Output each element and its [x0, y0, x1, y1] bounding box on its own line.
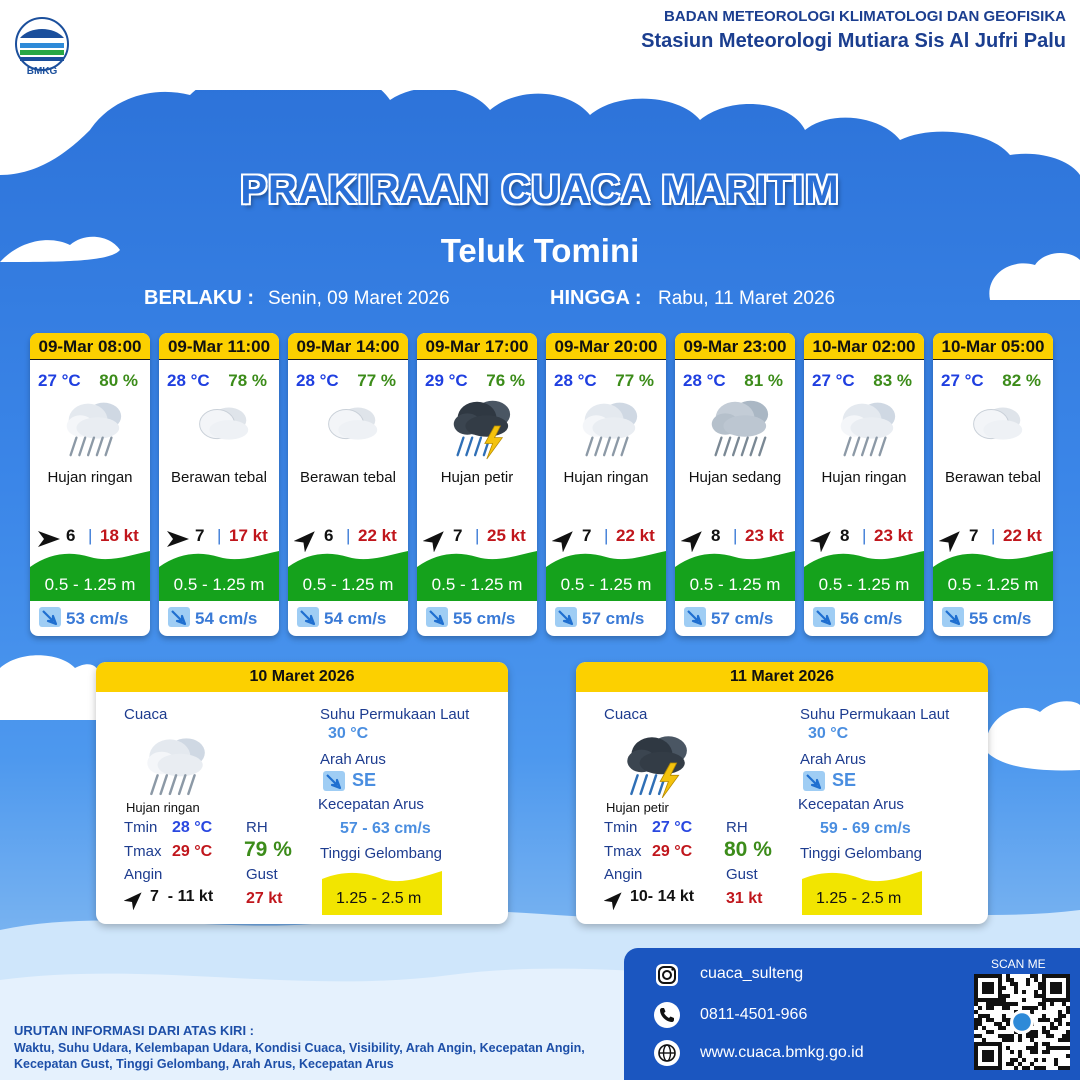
gust-value: 31 kt	[726, 890, 763, 907]
card-condition: Hujan ringan	[563, 469, 649, 486]
card-weather-icon-wrap	[310, 391, 390, 461]
card-wave-height: 0.5 - 1.25 m	[689, 575, 781, 594]
instagram-icon	[654, 962, 680, 988]
card-separator: |	[991, 526, 996, 545]
card-gust: 22 kt	[616, 526, 655, 545]
card-temperature: 29 °C	[425, 371, 468, 390]
overcast-icon	[310, 391, 390, 461]
current-direction-label: Arah Arus	[800, 751, 866, 768]
weather-label: Cuaca	[604, 706, 648, 723]
card-current-speed: 54 cm/s	[195, 609, 258, 628]
card-time: 09-Mar 11:00	[159, 333, 279, 360]
card-humidity: 82 %	[1002, 371, 1041, 390]
forecast-card	[675, 333, 795, 636]
card-weather-icon-wrap	[697, 391, 777, 461]
page-title: PRAKIRAAN CUACA MARITIM	[240, 168, 840, 212]
card-wind-speed: 8	[711, 526, 721, 545]
card-current-speed: 57 cm/s	[582, 609, 645, 628]
card-condition: Hujan petir	[440, 469, 514, 486]
current-speed-label: Kecepatan Arus	[318, 796, 424, 813]
card-current-speed: 57 cm/s	[711, 609, 774, 628]
current-arrow-se-icon	[167, 606, 191, 628]
panel-condition: Hujan petir	[606, 800, 669, 815]
phone-icon	[654, 1002, 680, 1028]
card-current-speed: 54 cm/s	[324, 609, 387, 628]
card-wave-height: 0.5 - 1.25 m	[173, 575, 265, 594]
panel-weather-icon-wrap	[612, 726, 696, 805]
card-separator: |	[862, 526, 867, 545]
card-wind-speed: 7	[195, 526, 205, 545]
current-speed-value: 59 - 69 cm/s	[820, 820, 911, 837]
card-wave-height: 0.5 - 1.25 m	[560, 575, 652, 594]
current-arrow-se-icon	[802, 770, 826, 792]
area-title: Teluk Tomini	[440, 232, 640, 269]
card-gust: 23 kt	[874, 526, 913, 545]
rh-label: RH	[246, 819, 268, 836]
light-rain-icon	[826, 391, 906, 461]
card-current-direction	[683, 606, 707, 628]
card-current-speed: 55 cm/s	[969, 609, 1032, 628]
card-weather-icon-wrap	[955, 391, 1035, 461]
globe-icon	[654, 1040, 680, 1066]
wave-label: Tinggi Gelombang	[800, 845, 923, 862]
card-humidity: 78 %	[228, 371, 267, 390]
card-wind-direction	[810, 526, 836, 552]
instagram-handle[interactable]: cuaca_sulteng	[700, 965, 804, 982]
card-humidity: 81 %	[744, 371, 783, 390]
phone-number[interactable]: 0811-4501-966	[700, 1006, 808, 1023]
gust-label: Gust	[726, 866, 758, 883]
card-wind-speed: 7	[969, 526, 979, 545]
card-weather-icon-wrap	[568, 391, 648, 461]
card-humidity: 77 %	[357, 371, 396, 390]
current-arrow-se-icon	[322, 770, 346, 792]
card-wave-height: 0.5 - 1.25 m	[302, 575, 394, 594]
card-weather-icon-wrap	[439, 391, 519, 461]
wind-arrow-east-icon	[165, 526, 191, 552]
card-wind-direction	[165, 526, 191, 552]
qr-code-icon[interactable]	[974, 974, 1070, 1070]
wave-value: 1.25 - 2.5 m	[816, 890, 902, 907]
card-temperature: 27 °C	[38, 371, 81, 390]
card-wave-height: 0.5 - 1.25 m	[947, 575, 1039, 594]
card-weather-icon-wrap	[181, 391, 261, 461]
tmin-value: 27 °C	[652, 819, 693, 836]
card-gust: 23 kt	[745, 526, 784, 545]
card-condition: Berawan tebal	[171, 469, 267, 486]
forecast-card	[546, 333, 666, 636]
website-link[interactable]: www.cuaca.bmkg.go.id	[700, 1044, 864, 1061]
card-wind-speed: 8	[840, 526, 850, 545]
light-rain-icon	[52, 391, 132, 461]
wave-label: Tinggi Gelombang	[320, 845, 443, 862]
panel-current-direction	[322, 770, 346, 797]
wind-value: 10- 14 kt	[630, 888, 695, 905]
wind-arrow-east-icon	[36, 526, 62, 552]
current-direction-label: Arah Arus	[320, 751, 386, 768]
card-condition: Hujan ringan	[47, 469, 133, 486]
current-arrow-se-icon	[683, 606, 707, 628]
current-arrow-se-icon	[812, 606, 836, 628]
card-gust: 17 kt	[229, 526, 268, 545]
wind-arrow-ne-icon	[939, 526, 965, 552]
card-current-direction	[38, 606, 62, 628]
sst-label: Suhu Permukaan Laut	[800, 706, 950, 723]
card-current-direction	[296, 606, 320, 628]
tmax-value: 29 °C	[172, 843, 213, 860]
card-separator: |	[475, 526, 480, 545]
moderate-rain-icon	[697, 391, 777, 461]
card-time: 09-Mar 08:00	[30, 333, 150, 360]
panel-wind-direction	[604, 888, 626, 915]
card-wind-speed: 7	[582, 526, 592, 545]
panel-date: 10 Maret 2026	[96, 662, 508, 692]
rh-label: RH	[726, 819, 748, 836]
forecast-card	[288, 333, 408, 636]
wind-label: Angin	[604, 866, 643, 883]
wind-label: Angin	[124, 866, 163, 883]
wave-value: 1.25 - 2.5 m	[336, 890, 422, 907]
gust-value: 27 kt	[246, 890, 283, 907]
card-gust: 18 kt	[100, 526, 139, 545]
card-time: 10-Mar 05:00	[933, 333, 1053, 360]
card-wind-speed: 7	[453, 526, 463, 545]
card-current-direction	[941, 606, 965, 628]
card-current-direction	[812, 606, 836, 628]
thunderstorm-icon	[439, 391, 519, 461]
light-rain-icon	[568, 391, 648, 461]
card-current-direction	[554, 606, 578, 628]
tmax-label: Tmax	[124, 843, 162, 860]
valid-from-value: Senin, 09 Maret 2026	[268, 288, 450, 309]
card-temperature: 28 °C	[683, 371, 726, 390]
daily-panel	[576, 662, 988, 924]
card-wind-direction	[681, 526, 707, 552]
forecast-card	[417, 333, 537, 636]
valid-to-label: HINGGA :	[550, 287, 642, 309]
card-separator: |	[346, 526, 351, 545]
current-arrow-se-icon	[425, 606, 449, 628]
wind-arrow-ne-icon	[810, 526, 836, 552]
forecast-card	[30, 333, 150, 636]
card-humidity: 83 %	[873, 371, 912, 390]
agency-name: BADAN METEOROLOGI KLIMATOLOGI DAN GEOFISIKA	[664, 8, 1066, 25]
card-condition: Hujan sedang	[688, 469, 782, 486]
tmax-value: 29 °C	[652, 843, 693, 860]
forecast-card	[159, 333, 279, 636]
card-condition: Berawan tebal	[945, 469, 1041, 486]
sst-value: 30 °C	[328, 725, 369, 742]
overcast-icon	[181, 391, 261, 461]
card-wave-height: 0.5 - 1.25 m	[818, 575, 910, 594]
panel-condition: Hujan ringan	[126, 800, 200, 815]
card-wind-direction	[939, 526, 965, 552]
card-current-speed: 55 cm/s	[453, 609, 516, 628]
card-separator: |	[733, 526, 738, 545]
sst-label: Suhu Permukaan Laut	[320, 706, 470, 723]
card-wind-direction	[294, 526, 320, 552]
card-gust: 22 kt	[1003, 526, 1042, 545]
card-current-direction	[425, 606, 449, 628]
overcast-icon	[955, 391, 1035, 461]
card-wind-direction	[423, 526, 449, 552]
footer-note-body: Waktu, Suhu Udara, Kelembapan Udara, Kondisi Cuaca, Visibility, Arah Angin, Kecepatan Angin, Kecepatan Gust, Tinggi Gelombang, Arah Arus, Kecepatan Arus	[14, 1041, 585, 1071]
current-speed-value: 57 - 63 cm/s	[340, 820, 431, 837]
footer-note-title: URUTAN INFORMASI DARI ATAS KIRI :	[14, 1023, 254, 1038]
card-wind-speed: 6	[66, 526, 76, 545]
wind-arrow-ne-icon	[681, 526, 707, 552]
wind-arrow-ne-icon	[124, 888, 146, 910]
current-direction-value: SE	[352, 770, 377, 790]
wind-value: 7 - 11 kt	[150, 888, 214, 905]
scan-label: SCAN ME	[991, 957, 1046, 971]
card-wave-height: 0.5 - 1.25 m	[431, 575, 523, 594]
wind-arrow-ne-icon	[294, 526, 320, 552]
card-current-speed: 53 cm/s	[66, 609, 129, 628]
weather-label: Cuaca	[124, 706, 168, 723]
card-time: 09-Mar 17:00	[417, 333, 537, 360]
tmin-value: 28 °C	[172, 819, 213, 836]
card-condition: Hujan ringan	[821, 469, 907, 486]
card-wind-direction	[36, 526, 62, 552]
panel-date: 11 Maret 2026	[576, 662, 988, 692]
gust-label: Gust	[246, 866, 278, 883]
wind-arrow-ne-icon	[423, 526, 449, 552]
card-wind-speed: 6	[324, 526, 334, 545]
tmin-label: Tmin	[124, 819, 158, 836]
valid-to-value: Rabu, 11 Maret 2026	[658, 288, 836, 309]
card-separator: |	[217, 526, 222, 545]
panel-wind-direction	[124, 888, 146, 915]
current-arrow-se-icon	[941, 606, 965, 628]
card-current-direction	[167, 606, 191, 628]
card-temperature: 28 °C	[296, 371, 339, 390]
wind-arrow-ne-icon	[604, 888, 626, 910]
card-humidity: 76 %	[486, 371, 525, 390]
daily-panel	[96, 662, 508, 924]
card-time: 10-Mar 02:00	[804, 333, 924, 360]
wind-arrow-ne-icon	[552, 526, 578, 552]
card-temperature: 27 °C	[941, 371, 984, 390]
current-direction-value: SE	[832, 770, 857, 790]
card-gust: 22 kt	[358, 526, 397, 545]
thunderstorm-icon	[612, 726, 696, 800]
logo-text: BMKG	[26, 66, 58, 77]
forecast-card	[933, 333, 1053, 636]
card-temperature: 28 °C	[554, 371, 597, 390]
card-weather-icon-wrap	[52, 391, 132, 461]
card-separator: |	[604, 526, 609, 545]
current-arrow-se-icon	[38, 606, 62, 628]
card-time: 09-Mar 20:00	[546, 333, 666, 360]
card-gust: 25 kt	[487, 526, 526, 545]
rh-value: 80 %	[724, 838, 772, 861]
current-arrow-se-icon	[554, 606, 578, 628]
card-separator: |	[88, 526, 93, 545]
card-time: 09-Mar 14:00	[288, 333, 408, 360]
sst-value: 30 °C	[808, 725, 849, 742]
card-humidity: 80 %	[99, 371, 138, 390]
panel-weather-icon-wrap	[132, 726, 216, 805]
tmax-label: Tmax	[604, 843, 642, 860]
tmin-label: Tmin	[604, 819, 638, 836]
light-rain-icon	[132, 726, 216, 800]
rh-value: 79 %	[244, 838, 292, 861]
card-weather-icon-wrap	[826, 391, 906, 461]
current-speed-label: Kecepatan Arus	[798, 796, 904, 813]
card-time: 09-Mar 23:00	[675, 333, 795, 360]
card-temperature: 28 °C	[167, 371, 210, 390]
panel-current-direction	[802, 770, 826, 797]
valid-from-label: BERLAKU :	[144, 287, 254, 309]
card-wind-direction	[552, 526, 578, 552]
card-wave-height: 0.5 - 1.25 m	[44, 575, 136, 594]
card-condition: Berawan tebal	[300, 469, 396, 486]
card-current-speed: 56 cm/s	[840, 609, 903, 628]
current-arrow-se-icon	[296, 606, 320, 628]
card-temperature: 27 °C	[812, 371, 855, 390]
station-name: Stasiun Meteorologi Mutiara Sis Al Jufri Palu	[641, 30, 1066, 52]
forecast-card	[804, 333, 924, 636]
card-humidity: 77 %	[615, 371, 654, 390]
